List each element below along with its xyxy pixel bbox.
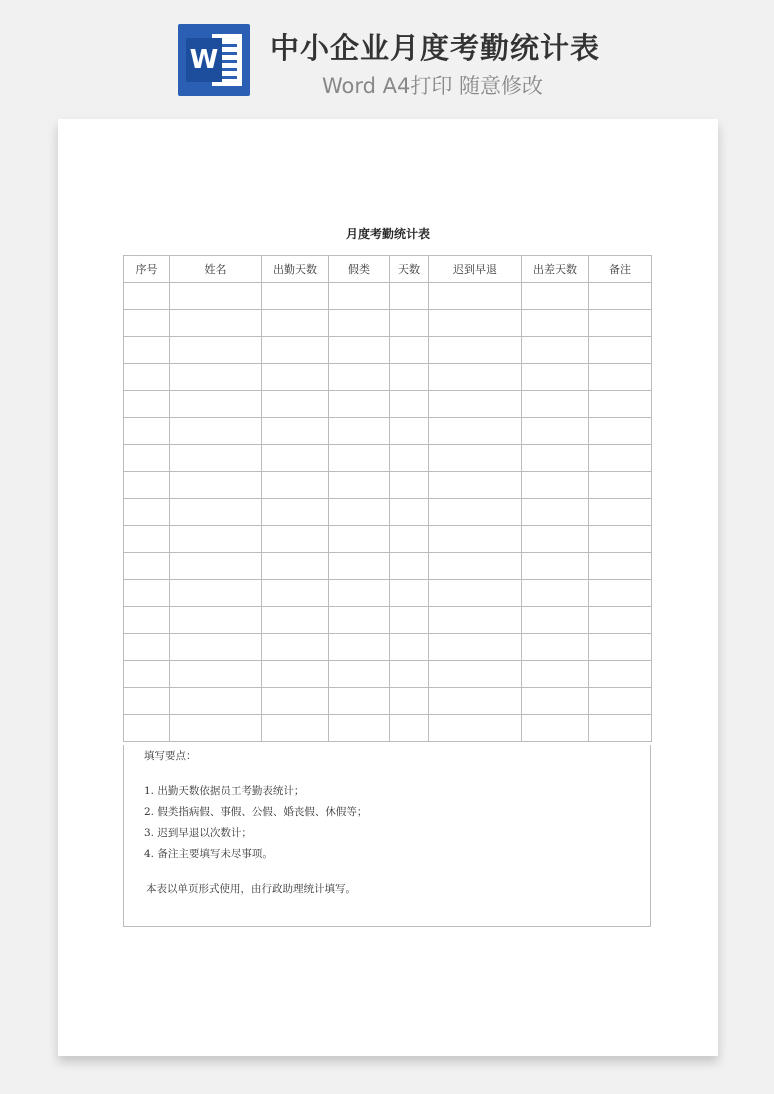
table-row xyxy=(124,283,652,310)
table-cell[interactable] xyxy=(329,364,390,391)
table-cell[interactable] xyxy=(429,526,522,553)
table-cell[interactable] xyxy=(390,445,429,472)
note-item: 1. 出勤天数依据员工考勤表统计； xyxy=(144,785,305,797)
table-cell[interactable] xyxy=(329,553,390,580)
table-cell[interactable] xyxy=(589,445,652,472)
table-cell[interactable] xyxy=(429,499,522,526)
table-cell[interactable] xyxy=(522,499,589,526)
header-remarks: 备注 xyxy=(589,256,652,283)
table-cell[interactable] xyxy=(390,580,429,607)
table-cell[interactable] xyxy=(262,634,329,661)
table-cell[interactable] xyxy=(124,445,170,472)
table-cell[interactable] xyxy=(522,661,589,688)
table-cell[interactable] xyxy=(429,472,522,499)
table-cell[interactable] xyxy=(522,418,589,445)
table-cell[interactable] xyxy=(329,661,390,688)
header-serial: 序号 xyxy=(124,256,170,283)
table-cell[interactable] xyxy=(429,688,522,715)
table-cell[interactable] xyxy=(390,715,429,742)
notes-footer: 本表以单页形式使用，由行政助理统计填写。 xyxy=(146,883,356,895)
table-cell[interactable] xyxy=(429,445,522,472)
table-row xyxy=(124,499,652,526)
header-business-trip-days: 出差天数 xyxy=(522,256,589,283)
table-cell[interactable] xyxy=(429,715,522,742)
table-cell[interactable] xyxy=(429,607,522,634)
table-cell[interactable] xyxy=(329,607,390,634)
table-cell[interactable] xyxy=(429,580,522,607)
banner-subtitle: Word A4打印 随意修改 xyxy=(322,74,544,98)
table-cell[interactable] xyxy=(589,418,652,445)
table-cell[interactable] xyxy=(329,499,390,526)
table-cell[interactable] xyxy=(522,607,589,634)
table-cell[interactable] xyxy=(124,634,170,661)
table-cell[interactable] xyxy=(329,418,390,445)
table-cell[interactable] xyxy=(124,310,170,337)
table-cell[interactable] xyxy=(170,688,262,715)
watermark xyxy=(85,484,111,515)
table-cell[interactable] xyxy=(329,283,390,310)
table-cell[interactable] xyxy=(429,337,522,364)
table-cell[interactable] xyxy=(124,661,170,688)
table-cell[interactable] xyxy=(589,283,652,310)
table-cell[interactable] xyxy=(522,634,589,661)
table-cell[interactable] xyxy=(124,499,170,526)
table-cell[interactable] xyxy=(124,688,170,715)
table-cell[interactable] xyxy=(170,283,262,310)
table-cell[interactable] xyxy=(329,634,390,661)
table-cell[interactable] xyxy=(390,364,429,391)
table-row xyxy=(124,553,652,580)
table-cell[interactable] xyxy=(589,580,652,607)
table-cell[interactable] xyxy=(170,580,262,607)
word-icon-letter: W xyxy=(186,38,222,82)
table-cell[interactable] xyxy=(390,688,429,715)
header-attendance-days: 出勤天数 xyxy=(262,256,329,283)
table-row xyxy=(124,580,652,607)
table-cell[interactable] xyxy=(589,526,652,553)
table-cell[interactable] xyxy=(262,715,329,742)
table-cell[interactable] xyxy=(390,634,429,661)
table-body xyxy=(124,283,652,742)
table-cell[interactable] xyxy=(390,553,429,580)
table-cell[interactable] xyxy=(170,364,262,391)
table-cell[interactable] xyxy=(124,418,170,445)
table-cell[interactable] xyxy=(522,526,589,553)
header-days: 天数 xyxy=(390,256,429,283)
table-cell[interactable] xyxy=(170,661,262,688)
table-cell[interactable] xyxy=(390,661,429,688)
banner-title: 中小企业月度考勤统计表 xyxy=(270,31,601,65)
table-cell[interactable] xyxy=(589,364,652,391)
table-cell[interactable] xyxy=(522,472,589,499)
table-cell[interactable] xyxy=(124,526,170,553)
table-cell[interactable] xyxy=(329,688,390,715)
table-cell[interactable] xyxy=(589,661,652,688)
table-cell[interactable] xyxy=(262,310,329,337)
table-cell[interactable] xyxy=(390,310,429,337)
table-cell[interactable] xyxy=(390,418,429,445)
table-row xyxy=(124,607,652,634)
table-cell[interactable] xyxy=(124,337,170,364)
table-cell[interactable] xyxy=(262,472,329,499)
table-cell[interactable] xyxy=(262,688,329,715)
table-cell[interactable] xyxy=(329,715,390,742)
table-cell[interactable] xyxy=(522,715,589,742)
table-cell[interactable] xyxy=(429,391,522,418)
table-cell[interactable] xyxy=(589,634,652,661)
document-page xyxy=(58,119,718,1056)
table-row xyxy=(124,688,652,715)
table-cell[interactable] xyxy=(429,283,522,310)
table-cell[interactable] xyxy=(522,688,589,715)
table-cell[interactable] xyxy=(589,607,652,634)
table-cell[interactable] xyxy=(329,472,390,499)
table-cell[interactable] xyxy=(329,526,390,553)
table-cell[interactable] xyxy=(429,634,522,661)
table-cell[interactable] xyxy=(262,283,329,310)
table-cell[interactable] xyxy=(124,283,170,310)
table-cell[interactable] xyxy=(522,337,589,364)
table-cell[interactable] xyxy=(429,364,522,391)
note-item: 3. 迟到早退以次数计； xyxy=(144,827,252,839)
table-cell[interactable] xyxy=(329,445,390,472)
attendance-table xyxy=(123,255,652,742)
header-late-early: 迟到早退 xyxy=(429,256,522,283)
table-cell[interactable] xyxy=(262,418,329,445)
table-cell[interactable] xyxy=(390,526,429,553)
table-row xyxy=(124,364,652,391)
table-cell[interactable] xyxy=(170,337,262,364)
word-app-icon xyxy=(178,24,250,96)
table-cell[interactable] xyxy=(170,607,262,634)
table-cell[interactable] xyxy=(124,391,170,418)
table-cell[interactable] xyxy=(262,661,329,688)
table-cell[interactable] xyxy=(390,472,429,499)
table-cell[interactable] xyxy=(262,580,329,607)
table-cell[interactable] xyxy=(390,499,429,526)
note-item: 2. 假类指病假、事假、公假、婚丧假、休假等； xyxy=(144,806,368,818)
table-cell[interactable] xyxy=(262,553,329,580)
table-row xyxy=(124,526,652,553)
table-cell[interactable] xyxy=(390,607,429,634)
table-cell[interactable] xyxy=(390,391,429,418)
table-cell[interactable] xyxy=(170,715,262,742)
preview-banner xyxy=(0,0,774,118)
table-cell[interactable] xyxy=(522,310,589,337)
table-cell[interactable] xyxy=(262,526,329,553)
note-item: 4. 备注主要填写未尽事项。 xyxy=(144,848,273,860)
table-cell[interactable] xyxy=(262,391,329,418)
table-cell[interactable] xyxy=(390,337,429,364)
table-cell[interactable] xyxy=(329,310,390,337)
table-cell[interactable] xyxy=(329,580,390,607)
table-cell[interactable] xyxy=(124,472,170,499)
table-row xyxy=(124,472,652,499)
table-cell[interactable] xyxy=(262,499,329,526)
table-header-row xyxy=(124,256,652,283)
table-cell[interactable] xyxy=(589,688,652,715)
table-cell[interactable] xyxy=(170,634,262,661)
table-cell[interactable] xyxy=(170,553,262,580)
table-cell[interactable] xyxy=(390,283,429,310)
table-cell[interactable] xyxy=(522,391,589,418)
table-cell[interactable] xyxy=(170,472,262,499)
header-name: 姓名 xyxy=(170,256,262,283)
table-cell[interactable] xyxy=(124,553,170,580)
table-cell[interactable] xyxy=(589,499,652,526)
table-cell[interactable] xyxy=(589,472,652,499)
table-cell[interactable] xyxy=(522,364,589,391)
table-row xyxy=(124,661,652,688)
table-cell[interactable] xyxy=(170,391,262,418)
table-cell[interactable] xyxy=(170,526,262,553)
table-cell[interactable] xyxy=(124,364,170,391)
table-cell[interactable] xyxy=(124,580,170,607)
table-row xyxy=(124,634,652,661)
table-cell[interactable] xyxy=(170,418,262,445)
table-row xyxy=(124,715,652,742)
table-row xyxy=(124,445,652,472)
table-cell[interactable] xyxy=(522,553,589,580)
table-cell[interactable] xyxy=(589,391,652,418)
table-row xyxy=(124,391,652,418)
table-cell[interactable] xyxy=(262,364,329,391)
table-cell[interactable] xyxy=(262,445,329,472)
table-cell[interactable] xyxy=(589,553,652,580)
table-row xyxy=(124,310,652,337)
table-cell[interactable] xyxy=(429,418,522,445)
table-cell[interactable] xyxy=(522,580,589,607)
table-cell[interactable] xyxy=(329,391,390,418)
notes-box xyxy=(123,745,651,927)
table-cell[interactable] xyxy=(329,337,390,364)
table-cell[interactable] xyxy=(429,553,522,580)
table-row xyxy=(124,337,652,364)
table-cell[interactable] xyxy=(589,310,652,337)
table-cell[interactable] xyxy=(429,661,522,688)
header-leave-type: 假类 xyxy=(329,256,390,283)
table-cell[interactable] xyxy=(522,283,589,310)
table-cell[interactable] xyxy=(262,337,329,364)
table-row xyxy=(124,418,652,445)
table-cell[interactable] xyxy=(170,445,262,472)
table-cell[interactable] xyxy=(429,310,522,337)
table-cell[interactable] xyxy=(589,337,652,364)
table-cell[interactable] xyxy=(170,310,262,337)
table-cell[interactable] xyxy=(124,607,170,634)
table-cell[interactable] xyxy=(262,607,329,634)
table-cell[interactable] xyxy=(124,715,170,742)
notes-heading: 填写要点： xyxy=(144,750,197,762)
table-cell[interactable] xyxy=(170,499,262,526)
table-cell[interactable] xyxy=(522,445,589,472)
table-cell[interactable] xyxy=(589,715,652,742)
document-title: 月度考勤统计表 xyxy=(345,227,430,241)
